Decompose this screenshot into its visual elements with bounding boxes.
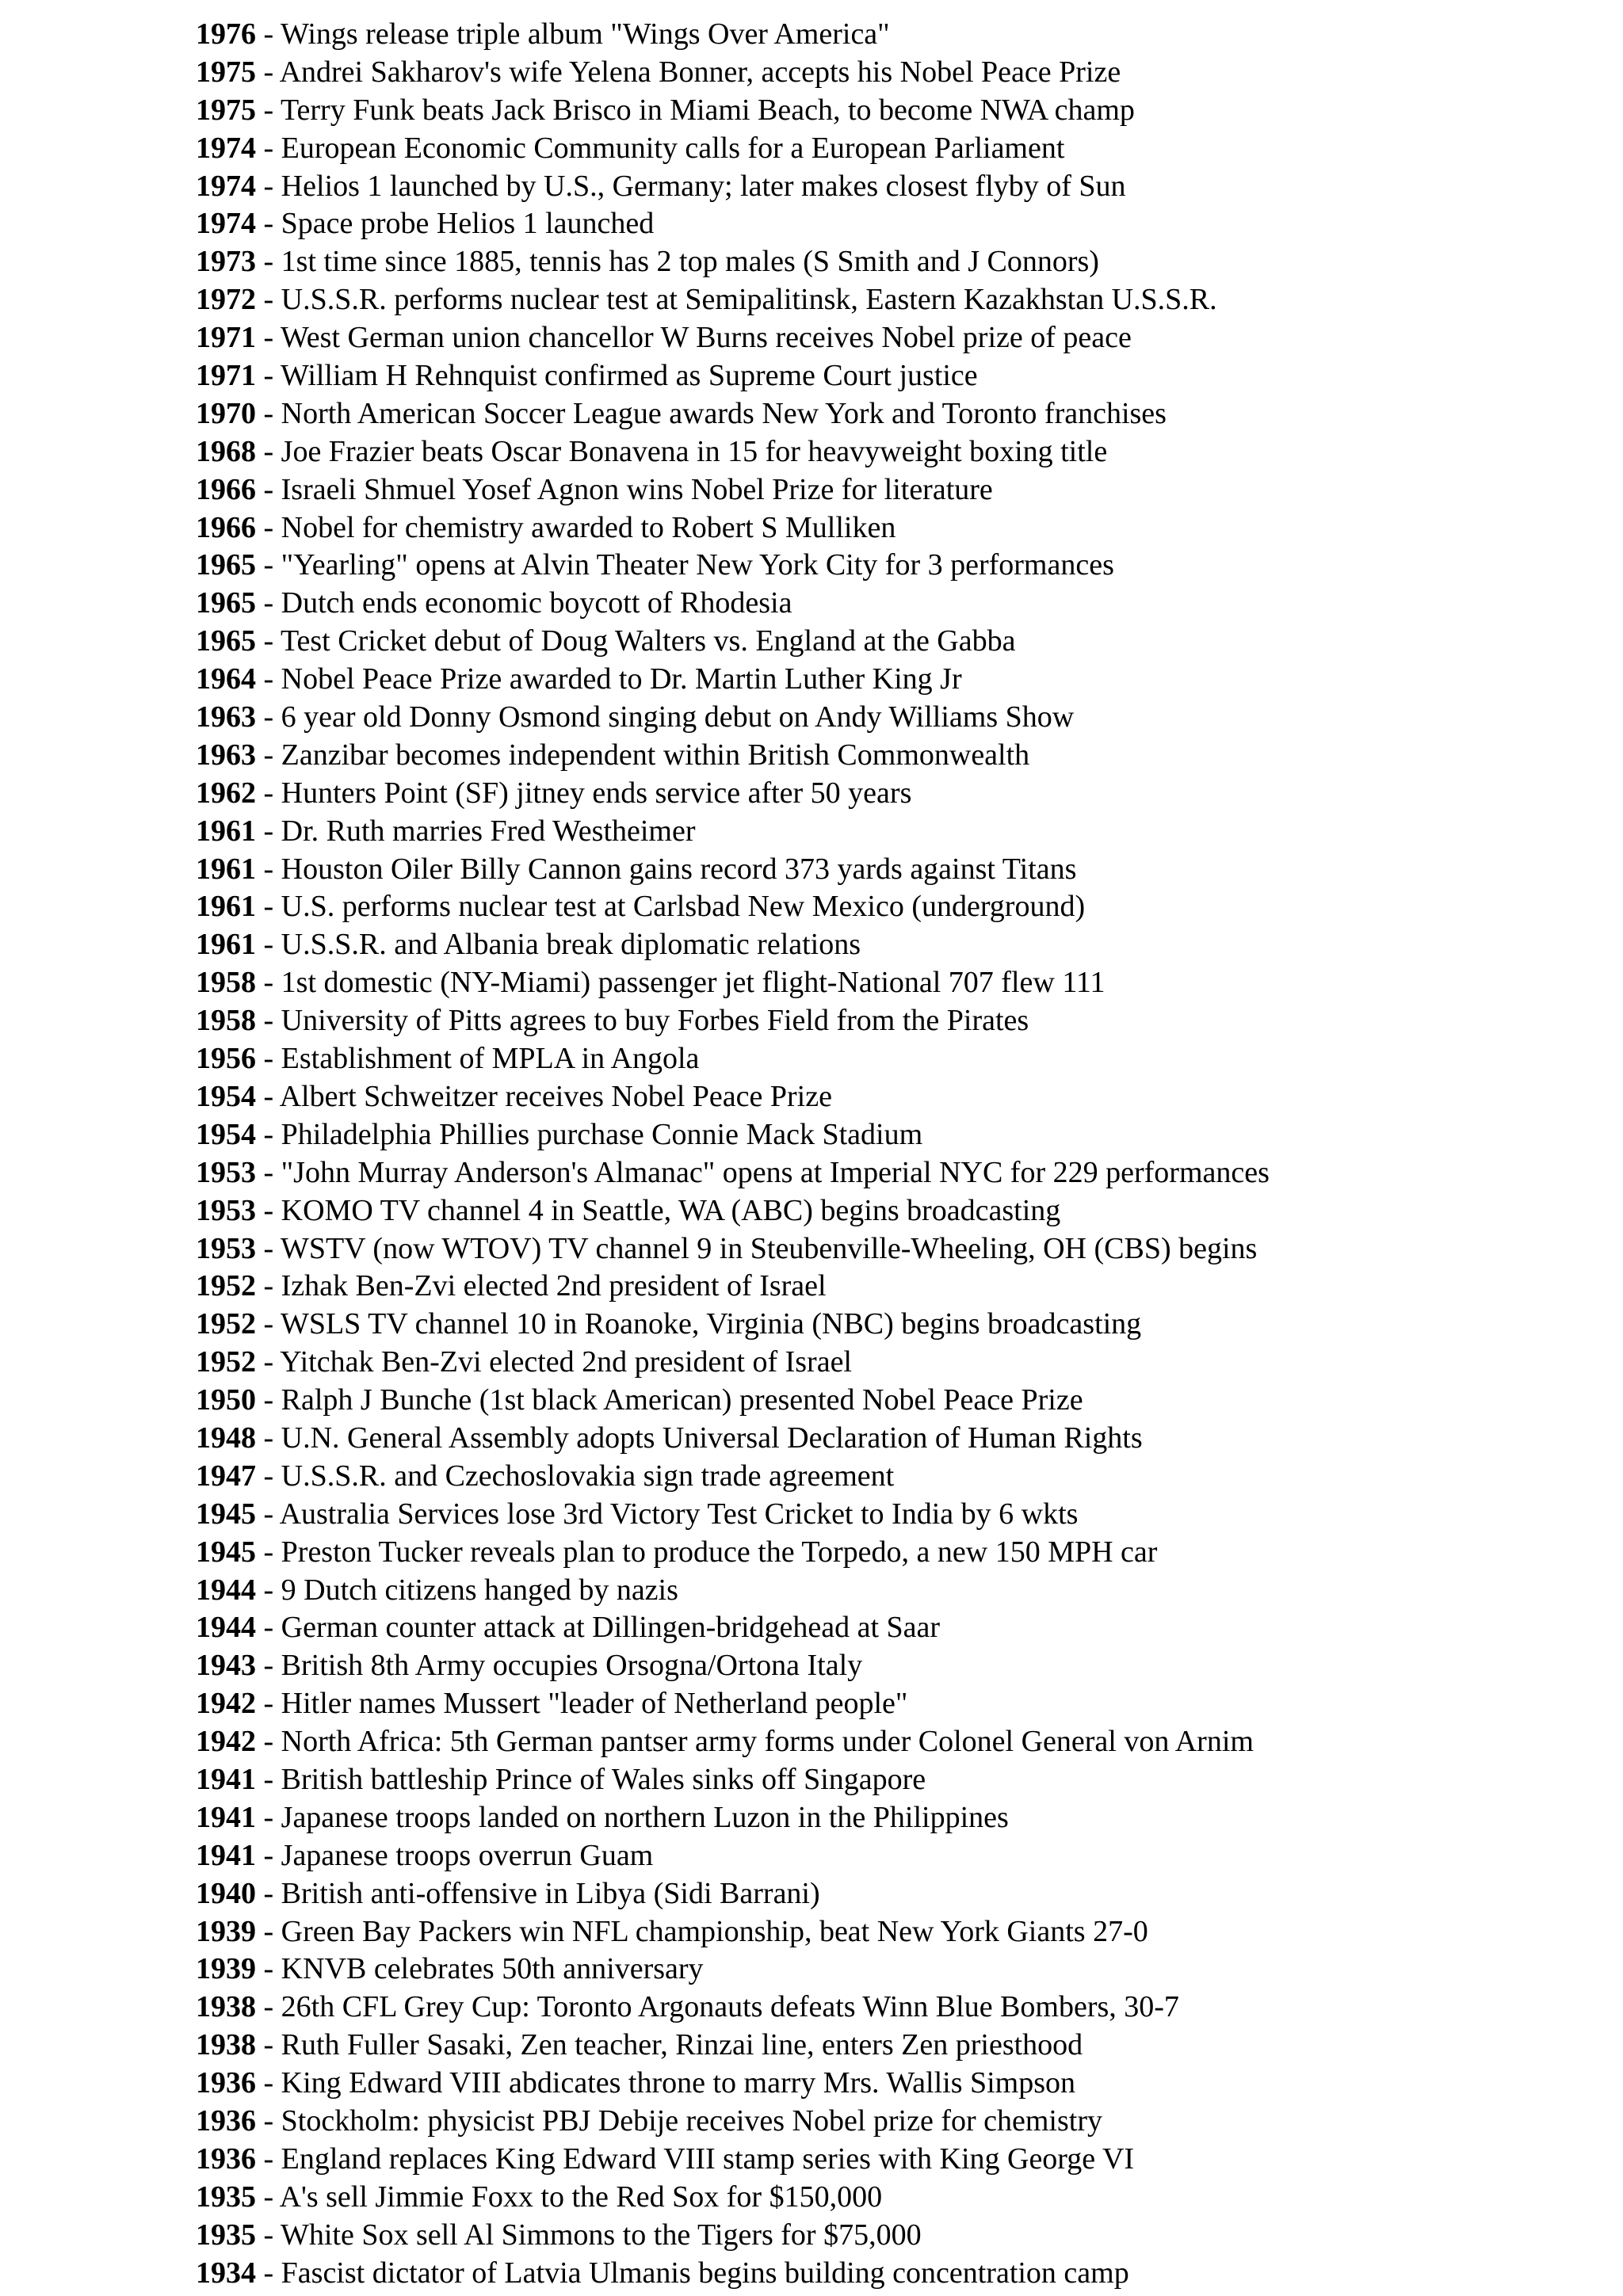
- event-separator: -: [256, 1117, 281, 1151]
- event-text: Dutch ends economic boycott of Rhodesia: [281, 586, 792, 620]
- event-text: Australia Services lose 3rd Victory Test Cricket to India by 6 wkts: [279, 1497, 1079, 1531]
- event-row: [196, 1154, 1606, 1192]
- event-year: 1936: [196, 2103, 256, 2138]
- event-separator: -: [256, 1838, 281, 1872]
- event-row: [196, 319, 1606, 357]
- event-separator: -: [256, 1155, 281, 1189]
- event-text: Dr. Ruth marries Fred Westheimer: [281, 814, 696, 848]
- event-text: Ralph J Bunche (1st black American) presented Nobel Peace Prize: [281, 1383, 1083, 1417]
- event-separator: -: [256, 1004, 281, 1038]
- event-row: [196, 1040, 1606, 1078]
- event-year: 1935: [196, 2218, 256, 2252]
- event-year: 1973: [196, 245, 256, 279]
- event-text: 1st time since 1885, tennis has 2 top males (S Smith and J Connors): [281, 245, 1099, 279]
- event-row: [196, 1268, 1606, 1306]
- event-year: 1953: [196, 1193, 256, 1227]
- event-separator: -: [256, 662, 281, 696]
- event-row: [196, 1647, 1606, 1685]
- event-year: 1941: [196, 1800, 256, 1834]
- event-row: [196, 851, 1606, 889]
- event-year: 1965: [196, 624, 256, 658]
- event-text: West German union chancellor W Burns receives Nobel prize of peace: [280, 321, 1132, 355]
- event-row: [196, 1078, 1606, 1116]
- event-year: 1975: [196, 55, 256, 89]
- event-separator: -: [256, 1269, 281, 1303]
- event-row: [196, 509, 1606, 547]
- event-year: 1963: [196, 700, 256, 734]
- event-row: [196, 2027, 1606, 2065]
- event-row: [196, 661, 1606, 699]
- event-text: 26th CFL Grey Cup: Toronto Argonauts defeats Winn Blue Bombers, 30-7: [281, 1990, 1179, 2024]
- event-text: Nobel for chemistry awarded to Robert S Mulliken: [281, 510, 896, 544]
- event-separator: -: [256, 1725, 281, 1759]
- event-text: King Edward VIII abdicates throne to marry Mrs. Wallis Simpson: [281, 2066, 1076, 2100]
- event-text: Terry Funk beats Jack Brisco in Miami Beach, to become NWA champ: [280, 93, 1135, 127]
- event-year: 1944: [196, 1611, 256, 1645]
- event-year: 1971: [196, 359, 256, 393]
- event-text: University of Pitts agrees to buy Forbes Field from the Pirates: [281, 1004, 1029, 1038]
- event-text: U.N. General Assembly adopts Universal Declaration of Human Rights: [281, 1421, 1143, 1455]
- event-separator: -: [256, 1383, 281, 1417]
- event-text: KNVB celebrates 50th anniversary: [281, 1952, 704, 1986]
- event-text: A's sell Jimmie Foxx to the Red Sox for $150,000: [279, 2180, 883, 2214]
- event-text: KOMO TV channel 4 in Seattle, WA (ABC) begins broadcasting: [281, 1193, 1061, 1227]
- event-text: British battleship Prince of Wales sinks off Singapore: [281, 1762, 926, 1796]
- event-row: [196, 964, 1606, 1002]
- event-text: U.S. performs nuclear test at Carlsbad New Mexico (underground): [281, 890, 1086, 924]
- event-year: 1936: [196, 2142, 256, 2176]
- event-year: 1965: [196, 586, 256, 620]
- event-row: [196, 1723, 1606, 1761]
- event-year: 1974: [196, 207, 256, 241]
- event-row: [196, 1192, 1606, 1230]
- event-separator: -: [256, 1459, 281, 1493]
- event-year: 1950: [196, 1383, 256, 1417]
- event-year: 1942: [196, 1687, 256, 1721]
- event-text: North American Soccer League awards New York and Toronto franchises: [281, 396, 1167, 430]
- event-row: [196, 2217, 1606, 2255]
- event-row: [196, 395, 1606, 433]
- event-separator: -: [256, 1307, 281, 1341]
- event-year: 1964: [196, 662, 256, 696]
- event-separator: -: [256, 738, 281, 772]
- event-row: [196, 1306, 1606, 1344]
- event-separator: -: [256, 1193, 281, 1227]
- event-separator: -: [256, 548, 281, 582]
- event-year: 1936: [196, 2066, 256, 2100]
- event-row: [196, 1837, 1606, 1875]
- event-text: Japanese troops landed on northern Luzon in the Philippines: [281, 1800, 1009, 1834]
- event-text: Japanese troops overrun Guam: [281, 1838, 654, 1872]
- event-row: [196, 433, 1606, 471]
- event-row: [196, 1989, 1606, 2027]
- event-separator: -: [256, 1649, 281, 1683]
- event-separator: -: [256, 321, 281, 355]
- event-row: [196, 1609, 1606, 1647]
- event-separator: -: [256, 1611, 281, 1645]
- event-separator: -: [256, 2142, 281, 2176]
- event-text: Ruth Fuller Sasaki, Zen teacher, Rinzai line, enters Zen priesthood: [281, 2028, 1083, 2062]
- event-text: Zanzibar becomes independent within British Commonwealth: [281, 738, 1030, 772]
- event-row: [196, 623, 1606, 661]
- event-row: [196, 1420, 1606, 1458]
- event-year: 1961: [196, 928, 256, 962]
- event-separator: -: [256, 1421, 281, 1455]
- event-year: 1966: [196, 510, 256, 544]
- event-row: [196, 54, 1606, 92]
- event-year: 1942: [196, 1725, 256, 1759]
- event-year: 1968: [196, 434, 256, 468]
- event-row: [196, 281, 1606, 319]
- event-separator: -: [256, 586, 281, 620]
- event-separator: -: [256, 359, 281, 393]
- event-year: 1961: [196, 852, 256, 886]
- event-text: 9 Dutch citizens hanged by nazis: [281, 1573, 678, 1607]
- event-year: 1939: [196, 1952, 256, 1986]
- event-row: [196, 1875, 1606, 1913]
- event-year: 1952: [196, 1307, 256, 1341]
- event-text: Izhak Ben-Zvi elected 2nd president of Israel: [281, 1269, 827, 1303]
- event-separator: -: [256, 396, 281, 430]
- event-row: [196, 2141, 1606, 2179]
- event-separator: -: [256, 966, 281, 1000]
- event-text: 1st domestic (NY-Miami) passenger jet flight-National 707 flew 111: [281, 966, 1106, 1000]
- event-text: White Sox sell Al Simmons to the Tigers for $75,000: [280, 2218, 922, 2252]
- event-row: [196, 1458, 1606, 1496]
- event-separator: -: [256, 434, 281, 468]
- event-row: [196, 1002, 1606, 1040]
- event-year: 1947: [196, 1459, 256, 1493]
- event-text: Philadelphia Phillies purchase Connie Mack Stadium: [281, 1117, 923, 1151]
- event-text: Yitchak Ben-Zvi elected 2nd president of Israel: [280, 1345, 852, 1379]
- event-separator: -: [256, 510, 281, 544]
- event-year: 1941: [196, 1838, 256, 1872]
- event-separator: -: [256, 93, 281, 127]
- event-separator: -: [256, 624, 281, 658]
- event-separator: -: [256, 1990, 281, 2024]
- event-year: 1938: [196, 2028, 256, 2062]
- event-row: [196, 1685, 1606, 1723]
- event-separator: -: [256, 776, 281, 810]
- event-year: 1971: [196, 321, 256, 355]
- event-text: Hitler names Mussert "leader of Netherland people": [281, 1687, 908, 1721]
- event-row: [196, 130, 1606, 168]
- event-separator: -: [256, 2180, 280, 2214]
- event-year: 1961: [196, 814, 256, 848]
- event-year: 1952: [196, 1345, 256, 1379]
- event-text: Andrei Sakharov's wife Yelena Bonner, accepts his Nobel Peace Prize: [279, 55, 1121, 89]
- event-text: British 8th Army occupies Orsogna/Ortona Italy: [281, 1649, 863, 1683]
- event-separator: -: [256, 207, 281, 241]
- event-year: 1954: [196, 1117, 256, 1151]
- event-row: [196, 1344, 1606, 1382]
- event-text: 6 year old Donny Osmond singing debut on Andy Williams Show: [281, 700, 1075, 734]
- event-text: U.S.S.R. and Albania break diplomatic relations: [281, 928, 861, 962]
- event-year: 1956: [196, 1042, 256, 1076]
- event-year: 1954: [196, 1079, 256, 1113]
- event-separator: -: [256, 1876, 281, 1910]
- event-separator: -: [256, 1042, 281, 1076]
- event-year: 1940: [196, 1876, 256, 1910]
- event-row: [196, 1496, 1606, 1534]
- event-separator: -: [256, 814, 281, 848]
- event-text: WSTV (now WTOV) TV channel 9 in Steubenville-Wheeling, OH (CBS) begins: [280, 1231, 1258, 1265]
- event-row: [196, 168, 1606, 206]
- event-text: WSLS TV channel 10 in Roanoke, Virginia (NBC) begins broadcasting: [280, 1307, 1142, 1341]
- event-year: 1943: [196, 1649, 256, 1683]
- event-text: German counter attack at Dillingen-bridgehead at Saar: [281, 1611, 941, 1645]
- event-year: 1935: [196, 2180, 256, 2214]
- event-row: [196, 775, 1606, 813]
- event-year: 1944: [196, 1573, 256, 1607]
- event-year: 1953: [196, 1155, 256, 1189]
- event-separator: -: [256, 1952, 281, 1986]
- event-row: [196, 699, 1606, 737]
- event-year: 1963: [196, 738, 256, 772]
- event-year: 1975: [196, 93, 256, 127]
- event-text: Preston Tucker reveals plan to produce the Torpedo, a new 150 MPH car: [281, 1535, 1158, 1569]
- event-separator: -: [256, 55, 280, 89]
- event-separator: -: [256, 1914, 281, 1948]
- event-separator: -: [256, 1535, 281, 1569]
- event-separator: -: [256, 2256, 281, 2290]
- event-separator: -: [256, 2066, 281, 2100]
- event-text: "Yearling" opens at Alvin Theater New York City for 3 performances: [281, 548, 1114, 582]
- event-text: Fascist dictator of Latvia Ulmanis begins building concentration camp: [281, 2256, 1129, 2290]
- event-row: [196, 2255, 1606, 2293]
- event-row: [196, 813, 1606, 851]
- event-row: [196, 471, 1606, 509]
- event-text: North Africa: 5th German pantser army forms under Colonel General von Arnim: [281, 1725, 1254, 1759]
- event-row: [196, 1572, 1606, 1610]
- event-text: Houston Oiler Billy Cannon gains record 373 yards against Titans: [281, 852, 1077, 886]
- event-row: [196, 585, 1606, 623]
- event-year: 1974: [196, 131, 256, 165]
- event-row: [196, 1799, 1606, 1837]
- event-text: "John Murray Anderson's Almanac" opens at Imperial NYC for 229 performances: [281, 1155, 1270, 1189]
- event-text: William H Rehnquist confirmed as Supreme Court justice: [280, 359, 978, 393]
- event-text: U.S.S.R. performs nuclear test at Semipalitinsk, Eastern Kazakhstan U.S.S.R.: [281, 283, 1217, 317]
- event-year: 1939: [196, 1914, 256, 1948]
- event-separator: -: [256, 245, 281, 279]
- event-separator: -: [256, 2218, 281, 2252]
- event-text: Israeli Shmuel Yosef Agnon wins Nobel Prize for literature: [281, 472, 993, 506]
- event-row: [196, 2179, 1606, 2217]
- event-year: 1966: [196, 472, 256, 506]
- event-row: [196, 1534, 1606, 1572]
- event-year: 1945: [196, 1497, 256, 1531]
- event-text: European Economic Community calls for a European Parliament: [281, 131, 1065, 165]
- event-separator: -: [256, 700, 281, 734]
- event-row: [196, 1761, 1606, 1799]
- event-separator: -: [256, 852, 281, 886]
- event-row: [196, 243, 1606, 281]
- event-row: [196, 2065, 1606, 2103]
- event-year: 1948: [196, 1421, 256, 1455]
- event-text: Hunters Point (SF) jitney ends service after 50 years: [281, 776, 912, 810]
- event-row: [196, 737, 1606, 775]
- event-row: [196, 1951, 1606, 1989]
- event-separator: -: [256, 17, 281, 51]
- event-text: Albert Schweitzer receives Nobel Peace Prize: [279, 1079, 832, 1113]
- event-separator: -: [256, 890, 281, 924]
- event-text: Establishment of MPLA in Angola: [281, 1042, 700, 1076]
- event-year: 1938: [196, 1990, 256, 2024]
- event-separator: -: [256, 1497, 280, 1531]
- event-year: 1953: [196, 1231, 256, 1265]
- event-year: 1934: [196, 2256, 256, 2290]
- event-text: England replaces King Edward VIII stamp series with King George VI: [281, 2142, 1135, 2176]
- event-row: [196, 1913, 1606, 1951]
- event-year: 1958: [196, 966, 256, 1000]
- event-text: British anti-offensive in Libya (Sidi Barrani): [281, 1876, 820, 1910]
- event-separator: -: [256, 2103, 281, 2138]
- event-row: [196, 16, 1606, 54]
- event-separator: -: [256, 1573, 281, 1607]
- event-separator: -: [256, 2028, 281, 2062]
- event-year: 1972: [196, 283, 256, 317]
- event-text: Helios 1 launched by U.S., Germany; later makes closest flyby of Sun: [281, 169, 1126, 203]
- event-text: Wings release triple album "Wings Over America": [280, 17, 890, 51]
- event-list: [196, 16, 1606, 2292]
- event-separator: -: [256, 1079, 280, 1113]
- event-row: [196, 205, 1606, 243]
- event-year: 1945: [196, 1535, 256, 1569]
- event-separator: -: [256, 1800, 281, 1834]
- event-row: [196, 1116, 1606, 1154]
- event-row: [196, 1382, 1606, 1420]
- event-year: 1941: [196, 1762, 256, 1796]
- event-text: U.S.S.R. and Czechoslovakia sign trade agreement: [281, 1459, 895, 1493]
- event-year: 1974: [196, 169, 256, 203]
- event-text: Nobel Peace Prize awarded to Dr. Martin Luther King Jr: [281, 662, 962, 696]
- event-separator: -: [256, 283, 281, 317]
- event-separator: -: [256, 131, 281, 165]
- event-year: 1962: [196, 776, 256, 810]
- event-row: [196, 888, 1606, 926]
- event-separator: -: [256, 472, 281, 506]
- event-separator: -: [256, 1231, 281, 1265]
- event-year: 1965: [196, 548, 256, 582]
- event-text: Joe Frazier beats Oscar Bonavena in 15 for heavyweight boxing title: [281, 434, 1108, 468]
- event-separator: -: [256, 1687, 281, 1721]
- event-separator: -: [256, 169, 281, 203]
- event-text: Stockholm: physicist PBJ Debije receives Nobel prize for chemistry: [281, 2103, 1102, 2138]
- event-separator: -: [256, 928, 281, 962]
- event-year: 1958: [196, 1004, 256, 1038]
- event-separator: -: [256, 1345, 281, 1379]
- event-separator: -: [256, 1762, 281, 1796]
- event-row: [196, 547, 1606, 585]
- event-text: Space probe Helios 1 launched: [281, 207, 655, 241]
- event-year: 1952: [196, 1269, 256, 1303]
- event-row: [196, 1230, 1606, 1268]
- event-row: [196, 357, 1606, 395]
- event-row: [196, 92, 1606, 130]
- event-year: 1961: [196, 890, 256, 924]
- event-text: Test Cricket debut of Doug Walters vs. England at the Gabba: [280, 624, 1016, 658]
- event-row: [196, 2103, 1606, 2141]
- event-row: [196, 926, 1606, 964]
- event-year: 1976: [196, 17, 256, 51]
- event-year: 1970: [196, 396, 256, 430]
- event-text: Green Bay Packers win NFL championship, beat New York Giants 27-0: [281, 1914, 1148, 1948]
